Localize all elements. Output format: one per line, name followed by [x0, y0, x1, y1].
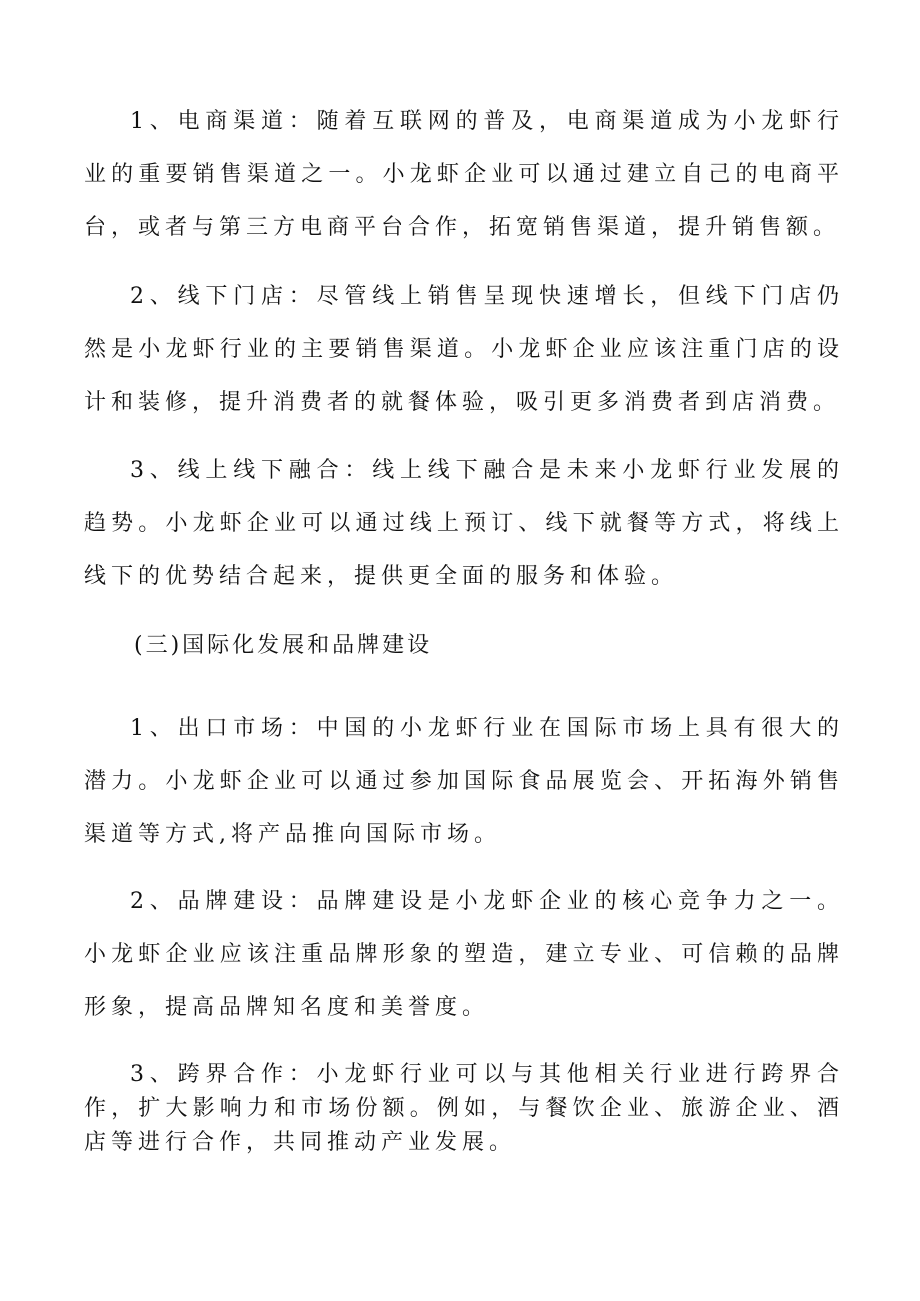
- paragraph-online-offline-integration: 3、线上线下融合：线上线下融合是未来小龙虾行业发展的趋势。小龙虾企业可以通过线上预订、线下就餐等方式，将线上线下的优势结合起来，提供更全面的服务和体验。: [84, 458, 844, 589]
- paragraph-brand-building: 2、品牌建设：品牌建设是小龙虾企业的核心竞争力之一。小龙虾企业应该注重品牌形象的塑造，建立专业、可信赖的品牌形象，提高品牌知名度和美誉度。: [84, 889, 844, 1020]
- paragraph-offline-stores: 2、线下门店：尽管线上销售呈现快速增长，但线下门店仍然是小龙虾行业的主要销售渠道。小龙虾企业应该注重门店的设计和装修，提升消费者的就餐体验，吸引更多消费者到店消费。: [84, 284, 844, 415]
- paragraph-ecommerce-channel: 1、电商渠道：随着互联网的普及，电商渠道成为小龙虾行业的重要销售渠道之一。小龙虾企业可以通过建立自己的电商平台，或者与第三方电商平台合作，拓宽销售渠道，提升销售额。: [84, 109, 844, 240]
- section-heading-internationalization: (三)国际化发展和品牌建设: [134, 633, 433, 658]
- paragraph-export-market: 1、出口市场：中国的小龙虾行业在国际市场上具有很大的潜力。小龙虾企业可以通过参加国际食品展览会、开拓海外销售渠道等方式,将产品推向国际市场。: [84, 716, 844, 847]
- paragraph-cross-industry-cooperation: 3、跨界合作：小龙虾行业可以与其他相关行业进行跨界合作，扩大影响力和市场份额。例如，与餐饮企业、旅游企业、酒店等进行合作，共同推动产业发展。: [84, 1062, 844, 1155]
